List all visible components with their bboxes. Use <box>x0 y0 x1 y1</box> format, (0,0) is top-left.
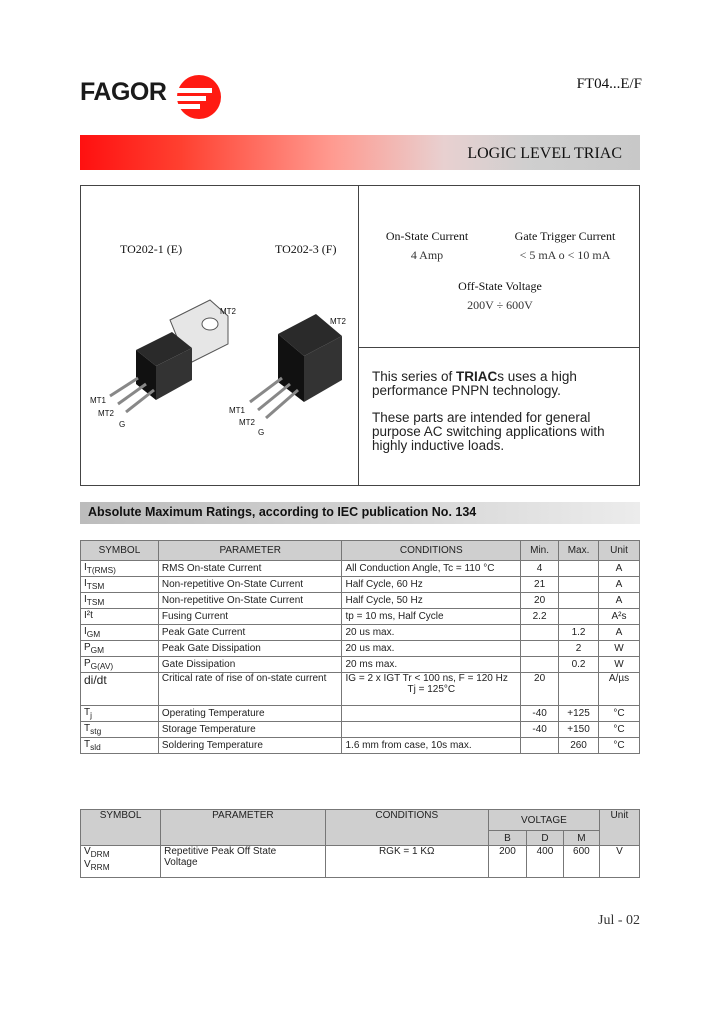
voltage-table <box>80 809 640 878</box>
max-cell: +125 <box>559 706 599 722</box>
conditions-cell: 1.6 mm from case, 10s max. <box>342 738 521 754</box>
symbol-cell: $I_{T(RMS)}$ <box>81 561 159 577</box>
min-cell: 4 <box>521 561 559 577</box>
vt-grade-b: B <box>488 831 526 846</box>
min-cell: 20 <box>521 673 559 706</box>
header-symbol: SYMBOL <box>81 541 159 561</box>
conditions-cell: 20 us max. <box>342 625 521 641</box>
vt-value-d: 400 <box>526 846 563 878</box>
pin-label-mt2-right: MT2 <box>330 317 346 326</box>
pin-label-mt2-right-lead: MT2 <box>239 418 255 427</box>
parameter-cell: Non-repetitive On-State Current <box>158 593 342 609</box>
page-title: LOGIC LEVEL TRIAC <box>467 145 622 162</box>
min-cell: -40 <box>521 706 559 722</box>
gate-trigger-current-label: Gate Trigger Current <box>514 229 616 243</box>
header-parameter: PARAMETER <box>158 541 342 561</box>
box-divider-vertical <box>358 186 359 485</box>
table-row <box>81 673 640 706</box>
unit-cell: A <box>599 577 640 593</box>
symbol-cell: I²t <box>81 609 159 625</box>
description-paragraph-2: These parts are intended for general purpose AC switching applications with highly inductive loads. <box>372 410 605 453</box>
header-max: Max. <box>559 541 599 561</box>
unit-cell: °C <box>599 738 640 754</box>
max-cell <box>559 561 599 577</box>
conditions-cell <box>342 722 521 738</box>
parameter-cell: Storage Temperature <box>158 722 342 738</box>
parameter-cell: Soldering Temperature <box>158 738 342 754</box>
off-state-voltage-value: 200V ÷ 600V <box>467 298 533 312</box>
pin-label-mt1-left: MT1 <box>90 396 106 405</box>
table-row <box>81 738 640 754</box>
conditions-cell: 20 us max. <box>342 641 521 657</box>
parameter-cell: Peak Gate Current <box>158 625 342 641</box>
vt-grade-d: D <box>526 831 563 846</box>
header-unit: Unit <box>599 541 640 561</box>
parameter-cell: RMS On-state Current <box>158 561 342 577</box>
package-to202-1-icon <box>100 292 240 427</box>
min-cell: 20 <box>521 593 559 609</box>
gate-trigger-current-value: < 5 mA o < 10 mA <box>519 248 611 262</box>
table-row <box>81 846 640 878</box>
parameter-cell: Fusing Current <box>158 609 342 625</box>
symbol-cell: $P_{G(AV)}$ <box>81 657 159 673</box>
max-cell: 260 <box>559 738 599 754</box>
unit-cell: A²s <box>599 609 640 625</box>
max-cell: 2 <box>559 641 599 657</box>
min-cell <box>521 738 559 754</box>
max-cell: 0.2 <box>559 657 599 673</box>
header-conditions: CONDITIONS <box>342 541 521 561</box>
symbol-cell: $T_{stg}$ <box>81 722 159 738</box>
pin-label-g-right: G <box>258 428 265 437</box>
table-row <box>81 722 640 738</box>
vt-conditions-cell: RGK = 1 KΩ <box>325 846 488 878</box>
off-state-voltage-label: Off-State Voltage <box>458 279 542 293</box>
vt-header-symbol: SYMBOL <box>81 810 161 846</box>
ratings-table <box>80 540 640 754</box>
vt-unit-cell: V <box>599 846 639 878</box>
vt-header-parameter: PARAMETER <box>161 810 325 846</box>
conditions-cell: tp = 10 ms, Half Cycle <box>342 609 521 625</box>
min-cell <box>521 625 559 641</box>
min-cell: 2.2 <box>521 609 559 625</box>
conditions-cell: All Conduction Angle, Tc = 110 °C <box>342 561 521 577</box>
vt-symbol-cell: $V_{DRM}$ $V_{RRM}$ <box>81 846 161 878</box>
symbol-cell: $T_{sld}$ <box>81 738 159 754</box>
unit-cell: W <box>599 641 640 657</box>
parameter-cell: Non-repetitive On-State Current <box>158 577 342 593</box>
parameter-cell: Operating Temperature <box>158 706 342 722</box>
footer-date: Jul - 02 <box>598 913 640 928</box>
document-code: FT04...E/F <box>576 76 642 92</box>
min-cell <box>521 657 559 673</box>
conditions-cell: Half Cycle, 50 Hz <box>342 593 521 609</box>
table-row <box>81 641 640 657</box>
box-divider-horizontal <box>358 347 639 348</box>
vt-header-voltage: VOLTAGE <box>488 810 599 831</box>
brand-logo-text: FAGOR <box>80 78 167 106</box>
table-row <box>81 706 640 722</box>
max-cell: +150 <box>559 722 599 738</box>
symbol-cell: $I_{TSM}$ <box>81 577 159 593</box>
min-cell: -40 <box>521 722 559 738</box>
pin-label-g-left: G <box>119 420 126 429</box>
max-cell: 1.2 <box>559 625 599 641</box>
unit-cell: A <box>599 625 640 641</box>
vt-header-conditions: CONDITIONS <box>325 810 488 846</box>
table-row <box>81 577 640 593</box>
symbol-cell: di/dt <box>81 673 159 706</box>
max-cell <box>559 673 599 706</box>
symbol-cell: $I_{TSM}$ <box>81 593 159 609</box>
pin-label-mt2-left: MT2 <box>220 307 236 316</box>
conditions-cell: 20 ms max. <box>342 657 521 673</box>
unit-cell: A/µs <box>599 673 640 706</box>
ratings-section-title: Absolute Maximum Ratings, according to IEC publication No. 134 <box>88 505 477 519</box>
table-row <box>81 561 640 577</box>
fagor-logo-icon <box>176 74 224 120</box>
max-cell <box>559 593 599 609</box>
vt-parameter-cell: Repetitive Peak Off State Voltage <box>161 846 325 878</box>
vt-value-b: 200 <box>488 846 526 878</box>
max-cell <box>559 609 599 625</box>
on-state-current-label: On-State Current <box>385 229 469 243</box>
parameter-cell: Gate Dissipation <box>158 657 342 673</box>
table-row <box>81 609 640 625</box>
symbol-cell: $P_{GM}$ <box>81 641 159 657</box>
unit-cell: A <box>599 593 640 609</box>
table-row <box>81 593 640 609</box>
description-paragraph-1: This series of TRIACs uses a high performance PNPN technology. <box>372 369 577 398</box>
conditions-cell: IG = 2 x IGT Tr < 100 ns, F = 120 Hz Tj = 125°C <box>342 673 521 706</box>
vt-header-unit: Unit <box>599 810 639 846</box>
header-min: Min. <box>521 541 559 561</box>
unit-cell: °C <box>599 706 640 722</box>
table-row <box>81 625 640 641</box>
vt-grade-m: M <box>563 831 599 846</box>
conditions-cell <box>342 706 521 722</box>
symbol-cell: $T_j$ <box>81 706 159 722</box>
max-cell <box>559 577 599 593</box>
on-state-current-value: 4 Amp <box>410 248 444 262</box>
unit-cell: °C <box>599 722 640 738</box>
symbol-cell: $I_{GM}$ <box>81 625 159 641</box>
parameter-cell: Critical rate of rise of on-state current <box>158 673 342 706</box>
package-label-right: TO202-3 (F) <box>275 242 337 256</box>
min-cell: 21 <box>521 577 559 593</box>
package-label-left: TO202-1 (E) <box>120 242 183 256</box>
conditions-cell: Half Cycle, 60 Hz <box>342 577 521 593</box>
unit-cell: A <box>599 561 640 577</box>
unit-cell: W <box>599 657 640 673</box>
table-row <box>81 657 640 673</box>
vt-value-m: 600 <box>563 846 599 878</box>
pin-label-mt2-left-lead: MT2 <box>98 409 114 418</box>
min-cell <box>521 641 559 657</box>
parameter-cell: Peak Gate Dissipation <box>158 641 342 657</box>
pin-label-mt1-right: MT1 <box>229 406 245 415</box>
